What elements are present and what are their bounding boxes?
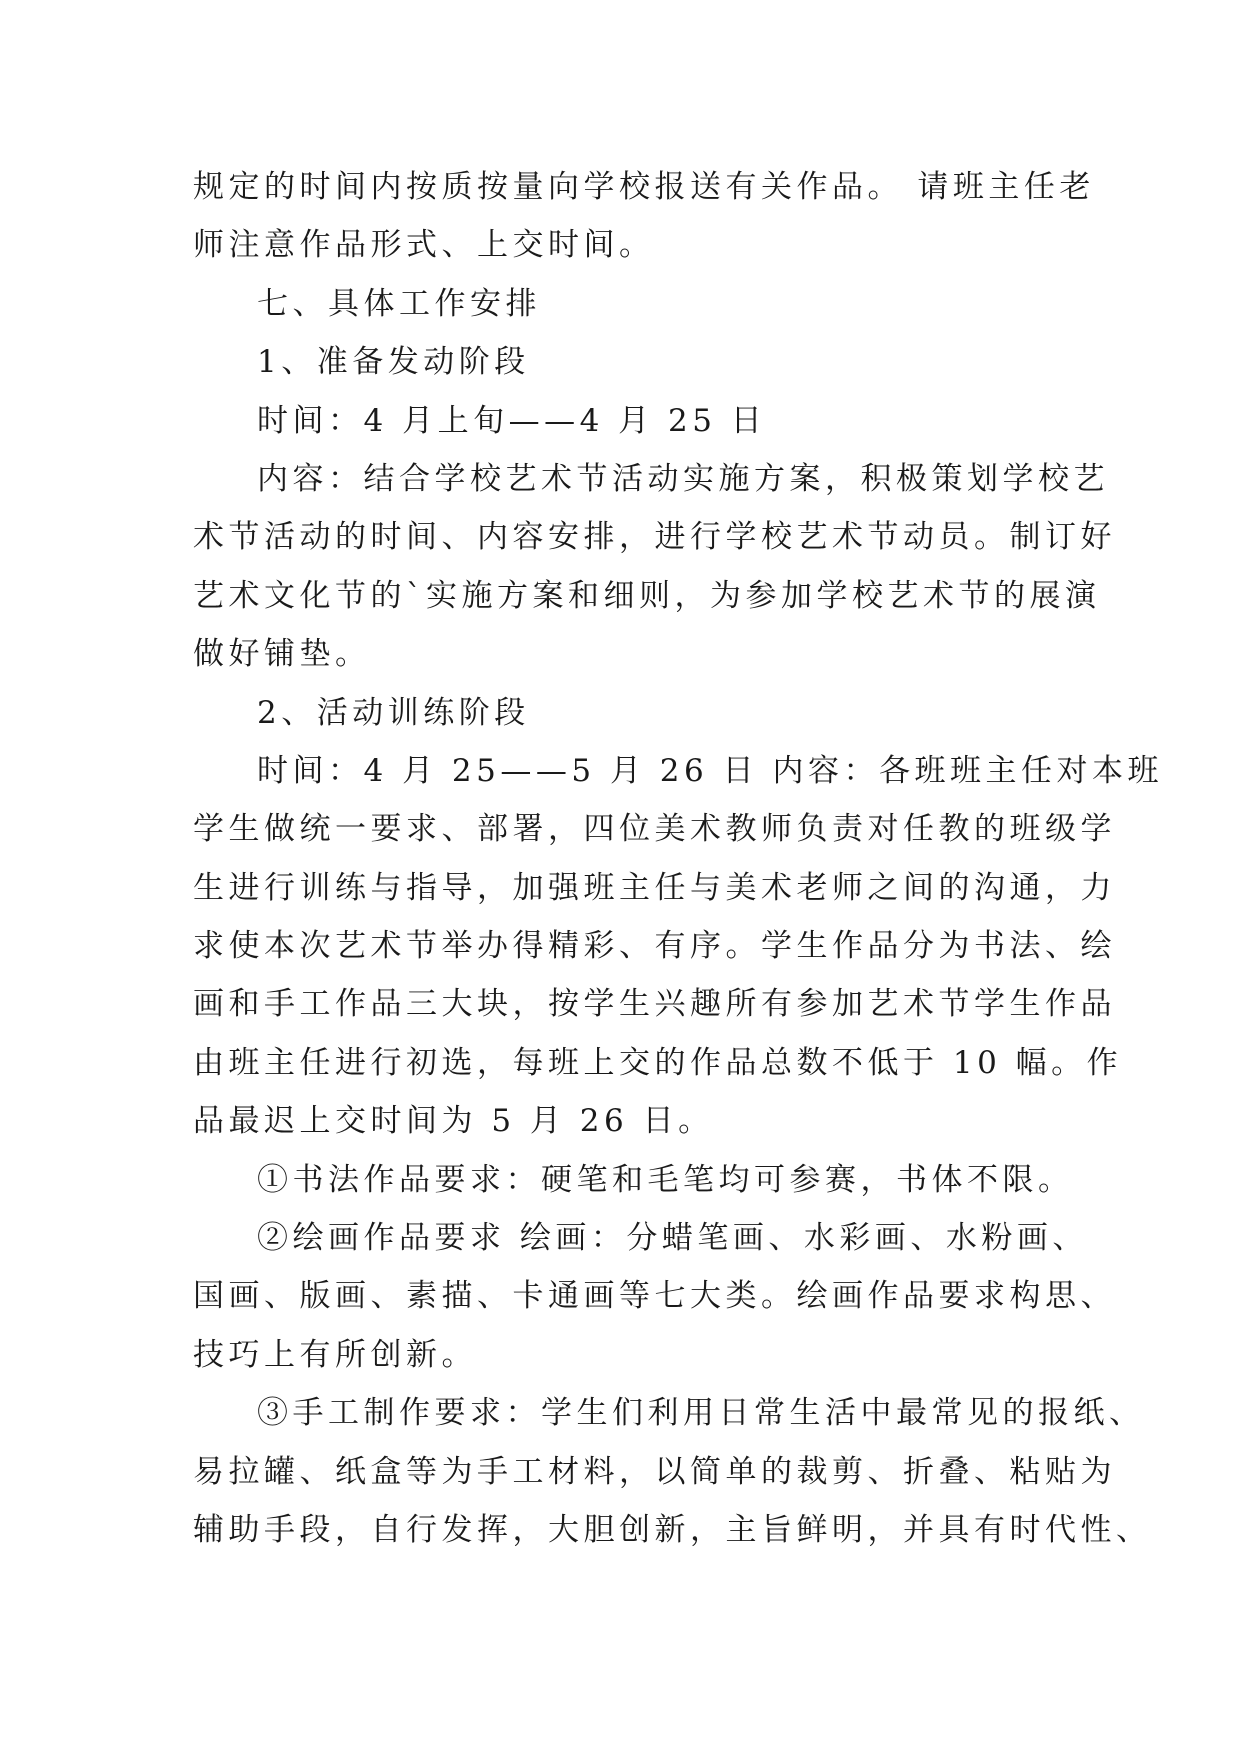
text-line: 易拉罐、纸盒等为手工材料，以简单的裁剪、折叠、粘贴为 [193, 1453, 1116, 1490]
text-line: 品最迟上交时间为 5 月 26 日。 [193, 1103, 714, 1140]
list-item: ③手工制作要求：学生们利用日常生活中最常见的报纸、 [257, 1395, 1145, 1432]
document-body [193, 158, 1163, 1559]
text-line: 时间：4 月上旬——4 月 25 日 [257, 402, 767, 439]
list-item: ②绘画作品要求 绘画：分蜡笔画、水彩画、水粉画、 [257, 1220, 1088, 1257]
section-heading: 七、具体工作安排 [257, 285, 541, 322]
text-line: 师注意作品形式、上交时间。 [193, 227, 655, 264]
text-line: 学生做统一要求、部署，四位美术教师负责对任教的班级学 [193, 811, 1116, 848]
text-line: 由班主任进行初选，每班上交的作品总数不低于 10 幅。作 [193, 1044, 1123, 1081]
text-line: 辅助手段，自行发挥，大胆创新，主旨鲜明，并具有时代性、 [193, 1511, 1152, 1548]
subsection-heading: 1、准备发动阶段 [257, 344, 530, 381]
text-line: 技巧上有所创新。 [193, 1336, 477, 1373]
text-line: 规定的时间内按质按量向学校报送有关作品。 请班主任老 [193, 169, 1095, 205]
text-line: 生进行训练与指导，加强班主任与美术老师之间的沟通，力 [193, 869, 1116, 906]
text-line: 艺术文化节的`实施方案和细则，为参加学校艺术节的展演 [193, 577, 1101, 614]
text-line: 国画、版画、素描、卡通画等七大类。绘画作品要求构思、 [193, 1278, 1116, 1315]
subsection-heading: 2、活动训练阶段 [257, 694, 530, 731]
text-line: 求使本次艺术节举办得精彩、有序。学生作品分为书法、绘 [193, 928, 1116, 965]
text-line: 做好铺垫。 [193, 636, 371, 673]
list-item: ①书法作品要求：硬笔和毛笔均可参赛，书体不限。 [257, 1161, 1074, 1198]
text-line: 画和手工作品三大块，按学生兴趣所有参加艺术节学生作品 [193, 986, 1116, 1023]
text-line: 时间：4 月 25——5 月 26 日 内容：各班班主任对本班 [257, 752, 1163, 789]
text-line: 术节活动的时间、内容安排，进行学校艺术节动员。制订好 [193, 519, 1116, 556]
text-line: 内容：结合学校艺术节活动实施方案，积极策划学校艺 [257, 460, 1109, 497]
